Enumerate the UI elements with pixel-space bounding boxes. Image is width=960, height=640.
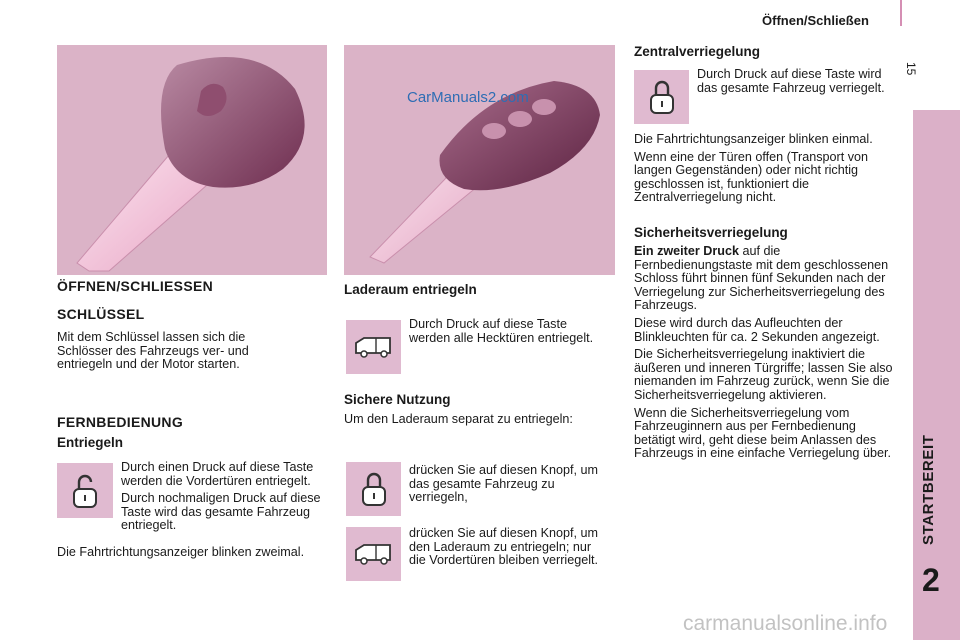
subheading-safe-use: Sichere Nutzung (344, 392, 451, 407)
deadlocking-info (634, 245, 899, 465)
unlock-text (121, 461, 331, 537)
chapter-number: 2 (922, 562, 940, 598)
remote-key-photo (344, 45, 615, 275)
central-lock-text: Durch Druck auf diese Taste wird das gesamte Fahrzeug verriegelt. (697, 67, 885, 95)
central-door-open-text: Wenn eine der Türen offen (Transport von langen Gegenständen) oder nicht richtig geschlossen ist, funktioniert die Zentralverriegelung nicht. (634, 149, 869, 205)
deadlocking-p2: Diese wird durch das Aufleuchten der Blinkleuchten für ca. 2 Sekunden angezeigt. (634, 315, 880, 344)
header-divider (900, 0, 902, 26)
key-description: Mit dem Schlüssel lassen sich die Schlösser des Fahrzeugs ver- und entriegeln und der Motor starten. (57, 330, 249, 372)
subheading-unlock: Entriegeln (57, 435, 124, 450)
subheading-central-locking: Zentralverriegelung (634, 44, 761, 59)
safe-use-intro: Um den Laderaum separat zu entriegeln: (344, 412, 573, 426)
safe-step-lock: drücken Sie auf diesen Knopf, um das gesamte Fahrzeug zu verriegeln, (409, 463, 599, 505)
van-cargo-unlock-icon (346, 527, 401, 581)
page-number: 15 (904, 62, 918, 76)
unlock-indicator-text: Die Fahrtrichtungsanzeiger blinken zweimal. (57, 545, 305, 559)
van-rear-door-icon (346, 320, 401, 374)
central-info (634, 133, 894, 209)
chapter-label: STARTBEREIT (920, 434, 937, 545)
cargo-unlock-text: Durch Druck auf diese Taste werden alle Hecktüren entriegelt. (409, 317, 594, 345)
deadlocking-p3: Die Sicherheitsverriegelung inaktiviert die äußeren und inneren Türgriffe; lassen Sie also niemanden im Fahrzeug zurück, wenn Sie die Sicherheitsverriegelung aktivieren. (634, 347, 893, 402)
subheading-deadlocking: Sicherheitsverriegelung (634, 225, 788, 240)
page-header-title: Öffnen/Schließen (762, 13, 869, 28)
unlock-button-icon (57, 463, 113, 518)
section-heading-open-close: ÖFFNEN/SCHLIESSEN (57, 278, 214, 294)
unlock-second-press: Durch nochmaligen Druck auf diese Taste wird das gesamte Fahrzeug entriegelt. (121, 491, 321, 533)
central-lock-icon (634, 70, 689, 124)
unlock-first-press: Durch einen Druck auf diese Taste werden die Vordertüren entriegelt. (121, 460, 314, 488)
section-heading-remote: FERNBEDIENUNG (57, 414, 184, 430)
section-heading-key: SCHLÜSSEL (57, 306, 145, 322)
watermark-carmanuals: CarManuals2.com (407, 89, 529, 106)
deadlocking-bold-lead: Ein zweiter Druck (634, 244, 739, 258)
key-photo (57, 45, 327, 275)
deadlocking-p1 (634, 245, 899, 313)
subheading-cargo-unlock: Laderaum entriegeln (344, 282, 477, 297)
watermark-footer: carmanualsonline.info (683, 612, 888, 635)
central-blink-text: Die Fahrtrichtungsanzeiger blinken einmal. (634, 132, 873, 146)
deadlocking-p4: Wenn die Sicherheitsverriegelung vom Fahrzeuginnern aus per Fernbedienung betätigt wird, geht diese beim Anlassen des Fahrzeugs in eine einfache Verriegelung über. (634, 405, 891, 461)
deadlocking-p1-text: auf die Fernbedienungstaste mit dem geschlossenen Schloss führt binnen fünf Sekunden nach der Verriegelung zur Sicherheitsverriegelung des Fahrzeugs. (634, 244, 889, 313)
lock-button-icon (346, 462, 401, 516)
chapter-sidebar (913, 110, 960, 640)
safe-step-cargo: drücken Sie auf diesen Knopf, um den Laderaum zu entriegeln; nur die Vordertüren bleiben verriegelt. (409, 526, 599, 568)
